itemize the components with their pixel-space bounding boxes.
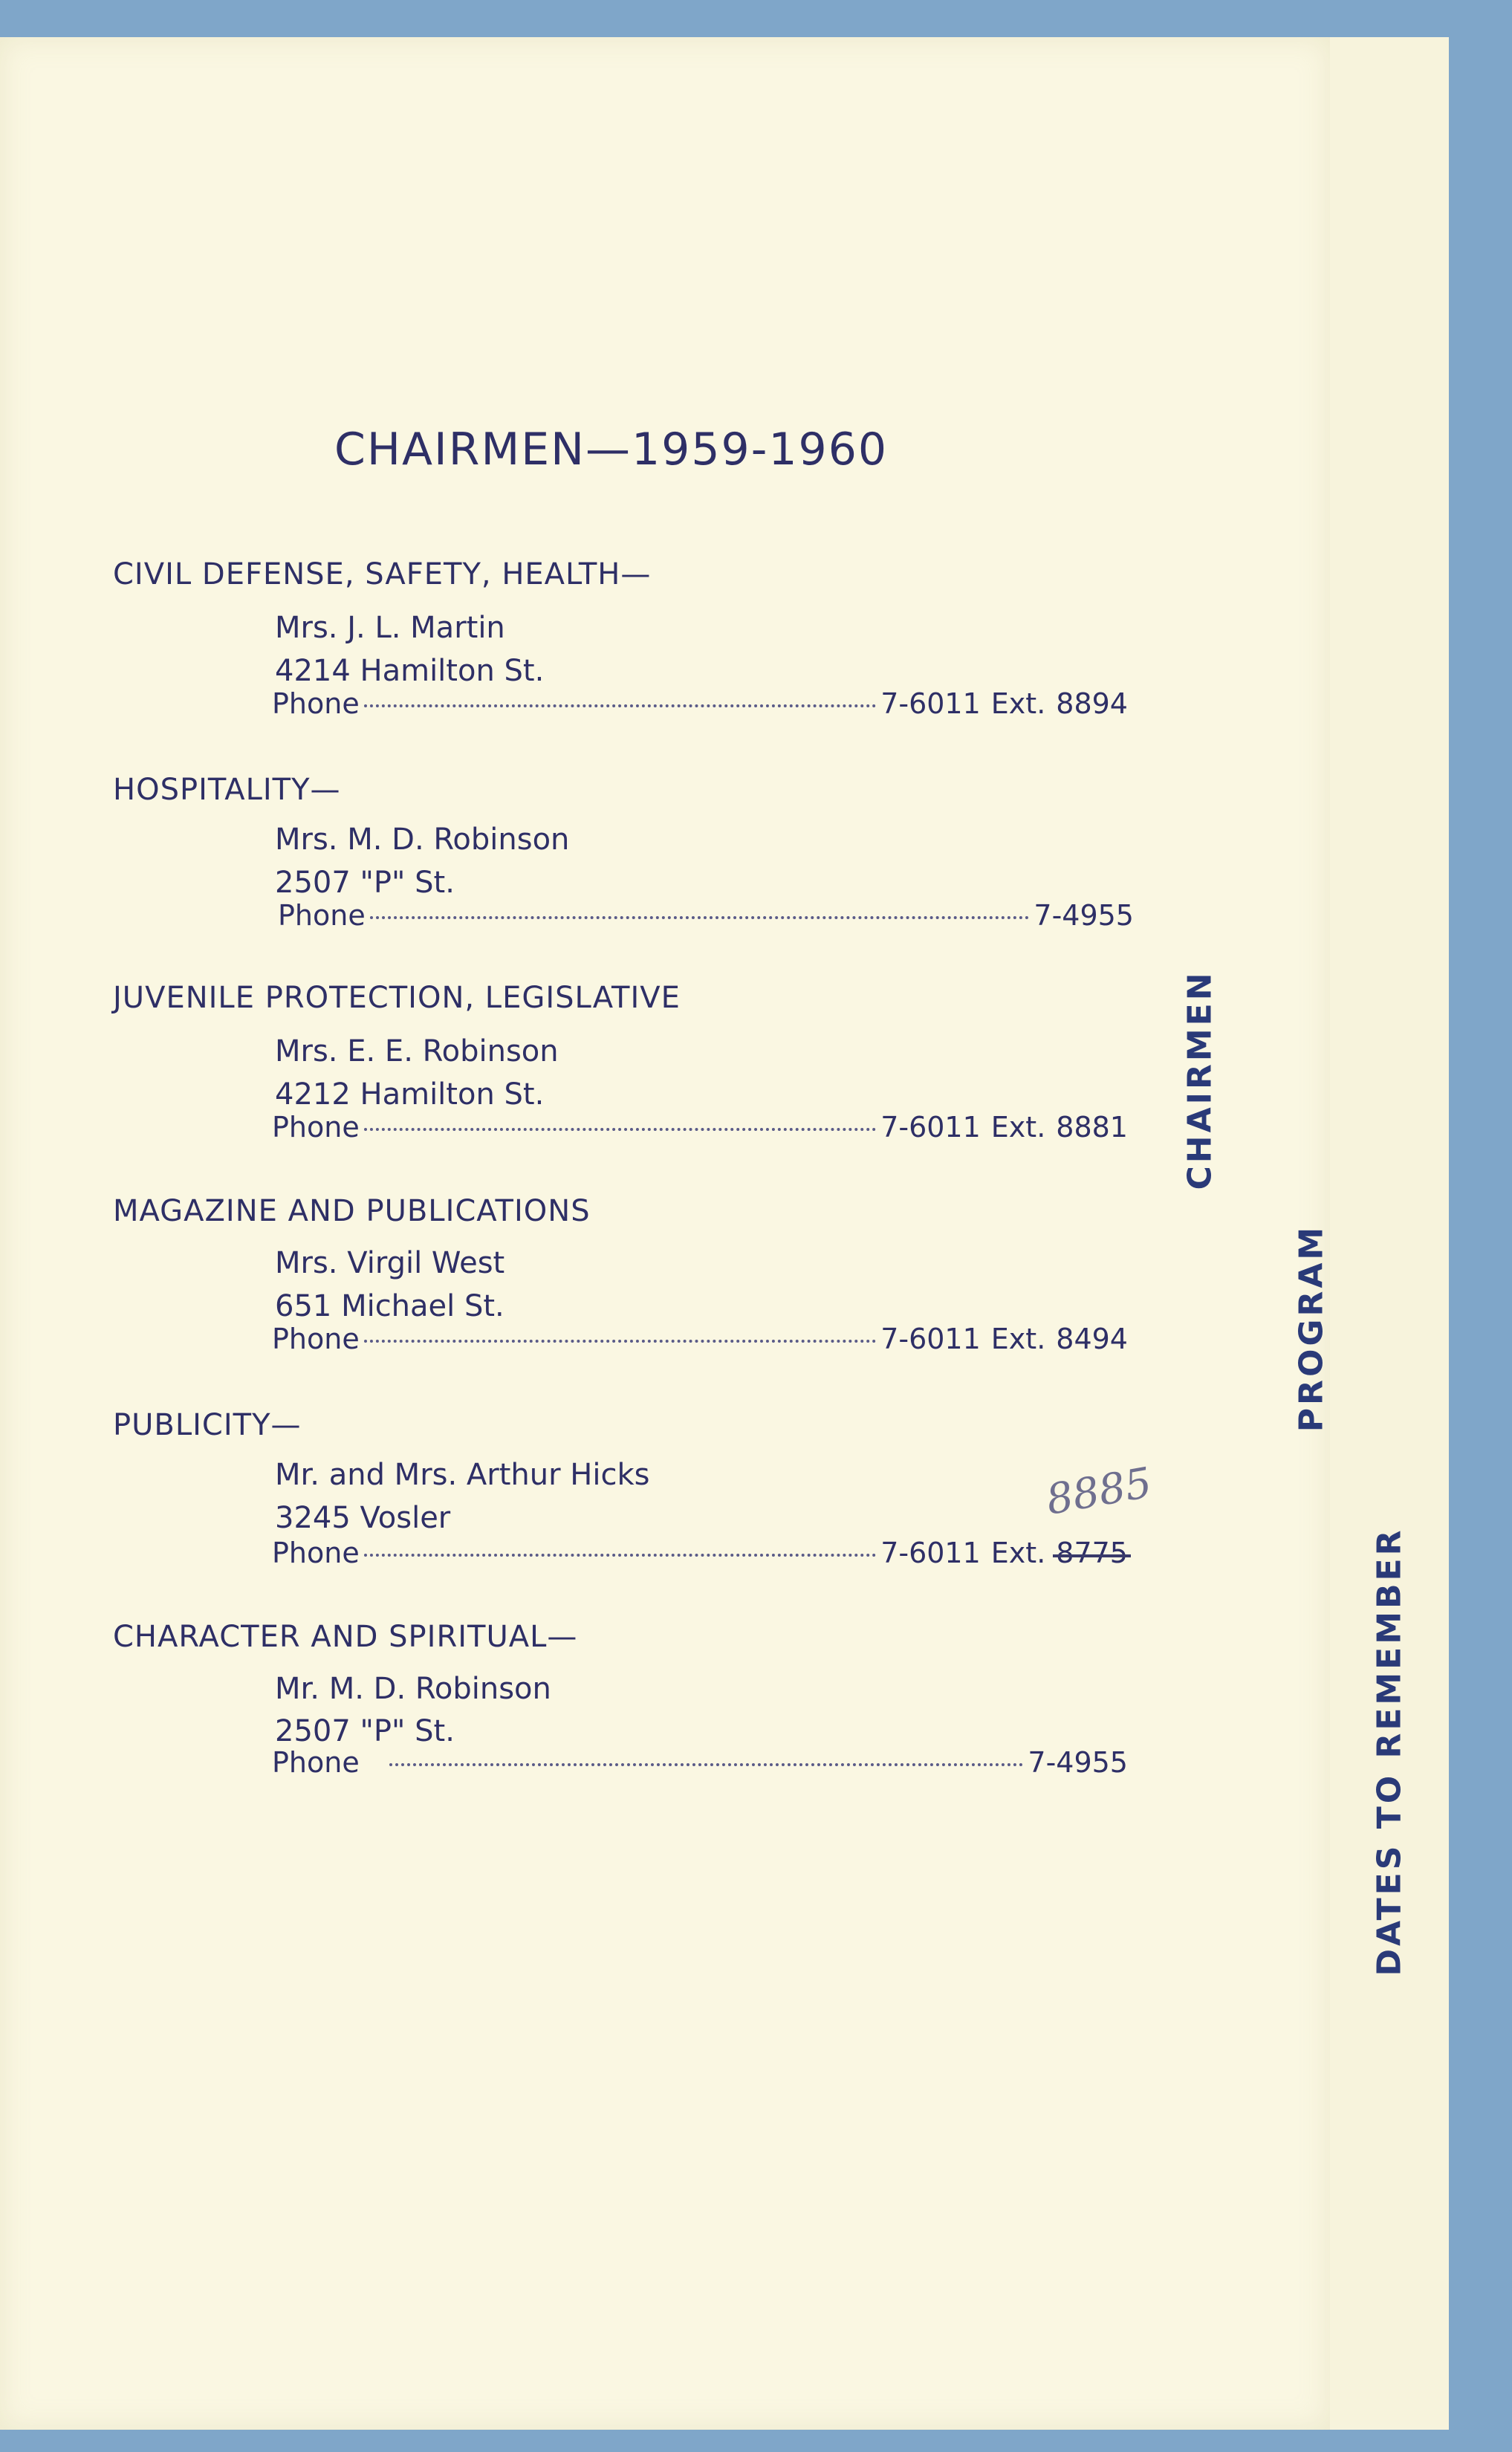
phone-label: Phone <box>272 1537 360 1569</box>
chairman-name: Mrs. J. L. Martin <box>275 611 505 645</box>
phone-label: Phone <box>272 687 360 720</box>
phone-label: Phone <box>278 899 366 932</box>
chairman-name: Mr. M. D. Robinson <box>275 1672 551 1706</box>
phone-label: Phone <box>272 1111 360 1144</box>
phone-number: 7-6011 <box>880 1111 981 1144</box>
dot-leader <box>364 1554 876 1557</box>
section-heading: HOSPITALITY— <box>113 773 341 807</box>
tab-chairmen[interactable]: CHAIRMEN <box>1181 970 1219 1190</box>
phone-row <box>272 1111 1128 1148</box>
ext-number-struck: 8775 <box>1056 1537 1128 1569</box>
booklet-page <box>0 37 1330 2430</box>
ext-label: Ext. <box>990 687 1046 720</box>
phone-label: Phone <box>272 1323 360 1355</box>
chairman-name: Mrs. Virgil West <box>275 1246 505 1280</box>
tab-dates-to-remember[interactable]: DATES TO REMEMBER <box>1370 1527 1409 1976</box>
section-heading: JUVENILE PROTECTION, LEGISLATIVE <box>113 981 681 1015</box>
chairman-name: Mr. and Mrs. Arthur Hicks <box>275 1458 650 1492</box>
ext-label: Ext. <box>990 1537 1046 1569</box>
dot-leader <box>364 1128 876 1131</box>
phone-row <box>278 899 1134 936</box>
phone-number: 7-6011 <box>880 1537 981 1569</box>
section-heading: MAGAZINE AND PUBLICATIONS <box>113 1194 591 1228</box>
phone-number: 7-4955 <box>1034 899 1134 932</box>
chairman-address: 4212 Hamilton St. <box>275 1077 545 1112</box>
phone-label: Phone <box>272 1746 360 1779</box>
dot-leader <box>389 1763 1024 1766</box>
phone-row <box>272 1323 1128 1360</box>
phone-number: 7-4955 <box>1028 1746 1128 1779</box>
dot-leader <box>370 916 1030 919</box>
tab-program[interactable]: PROGRAM <box>1292 1224 1331 1433</box>
phone-row <box>272 1746 1128 1783</box>
section-heading: CIVIL DEFENSE, SAFETY, HEALTH— <box>113 557 652 591</box>
ext-label: Ext. <box>990 1111 1046 1144</box>
page-title: CHAIRMEN—1959-1960 <box>334 424 889 476</box>
chairman-name: Mrs. M. D. Robinson <box>275 823 570 857</box>
phone-row <box>272 1537 1128 1574</box>
chairman-address: 3245 Vosler <box>275 1501 451 1535</box>
dot-leader <box>364 704 876 707</box>
phone-number: 7-6011 <box>880 1323 981 1355</box>
section-heading: CHARACTER AND SPIRITUAL— <box>113 1620 578 1654</box>
ext-number: 8881 <box>1056 1111 1128 1144</box>
dot-leader <box>364 1340 876 1343</box>
chairman-name: Mrs. E. E. Robinson <box>275 1034 559 1068</box>
ext-number: 8494 <box>1056 1323 1128 1355</box>
handwritten-ext: 8885 <box>1042 1459 1156 1525</box>
ext-label: Ext. <box>990 1323 1046 1355</box>
chairman-address: 2507 "P" St. <box>275 866 455 900</box>
tab-strip <box>1330 37 1449 2430</box>
chairman-address: 2507 "P" St. <box>275 1714 455 1748</box>
chairman-address: 651 Michael St. <box>275 1289 504 1323</box>
ext-number: 8894 <box>1056 687 1128 720</box>
phone-row <box>272 687 1128 724</box>
chairman-address: 4214 Hamilton St. <box>275 654 545 688</box>
phone-number: 7-6011 <box>880 687 981 720</box>
section-heading: PUBLICITY— <box>113 1408 302 1442</box>
